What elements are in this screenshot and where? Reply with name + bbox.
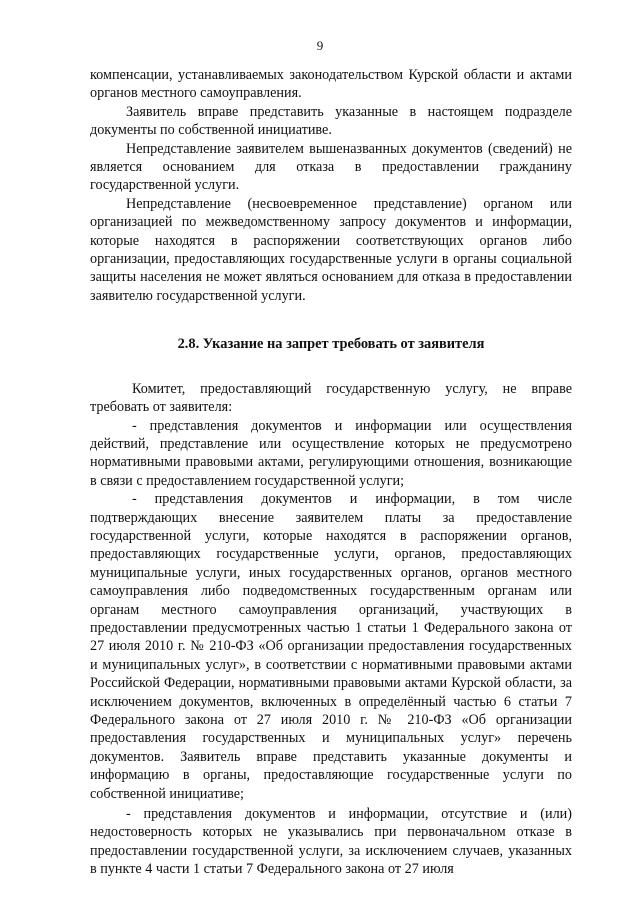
paragraph: компенсации, устанавливаемых законодательством Курской области и актами органов местного самоуправления. [90,67,572,102]
list-item: - представления документов и информации, отсутствие и (или) недостоверность которых не указывались при первоначальном отказе в предоставлении государственной услуги, за исключением случаев, указанных в пункте 4 части 1 статьи 7 Федерального закона от 27 июля [90,806,572,878]
list-item: - представления документов и информации, в том числе подтверждающих внесение заявителем платы за предоставление государственной услуги, которые находятся в распоряжении органов, предоставляющих государственные услуги, органов, предоставляющих муниципальные услуги, иных государственных органов, органов местного самоуправления либо подведомственных государственным органам или органам местного самоуправления организаций, участвующих в предоставлении предусмотренных частью 1 статьи 1 Федерального закона от 27 июля 2010 г. № 210-ФЗ «Об организации предоставления государственных и муниципальных услуг», в соответствии с нормативными правовыми актами Российской Федерации, нормативными правовыми актами Курской области, за исключением документов, включенных в определённый частью 6 статьи 7 Федерального закона от 27 июля 2010 г. № 210-ФЗ «Об организации предоставления государственных и муниципальных услуг» перечень документов. Заявитель вправе представить указанные документы и информацию в органы, предоставляющие государственные услуги по собственной инициативе; [90,491,572,802]
paragraph: Заявитель вправе представить указанные в настоящем подразделе документы по собственной инициативе. [90,103,572,139]
page-number: 9 [316,38,324,53]
document-body [90,66,572,879]
paragraph: Непредставление (несвоевременное представление) органом или организацией по межведомственному запросу документов и информации, которые находятся в распоряжении соответствующих органов либо организации, предоставляющих государственные услуги в органы социальной защиты населения не может являться основанием для отказа в предоставлении заявителю государственной услуги. [90,195,572,304]
section-intro: Комитет, предоставляющий государственную услугу, не вправе требовать от заявителя: [90,380,572,416]
section-heading: 2.8. Указание на запрет требовать от заявителя [177,336,485,353]
list-item: - представления документов и информации или осуществления действий, представление или осуществление которых не предусмотрено нормативными правовыми актами, регулирующими отношения, возникающие в связи с предоставлением государственной услуги; [90,417,572,489]
paragraph: Непредставление заявителем вышеназванных документов (сведений) не является основанием для отказа в предоставлении гражданину государственной услуги. [90,140,572,194]
